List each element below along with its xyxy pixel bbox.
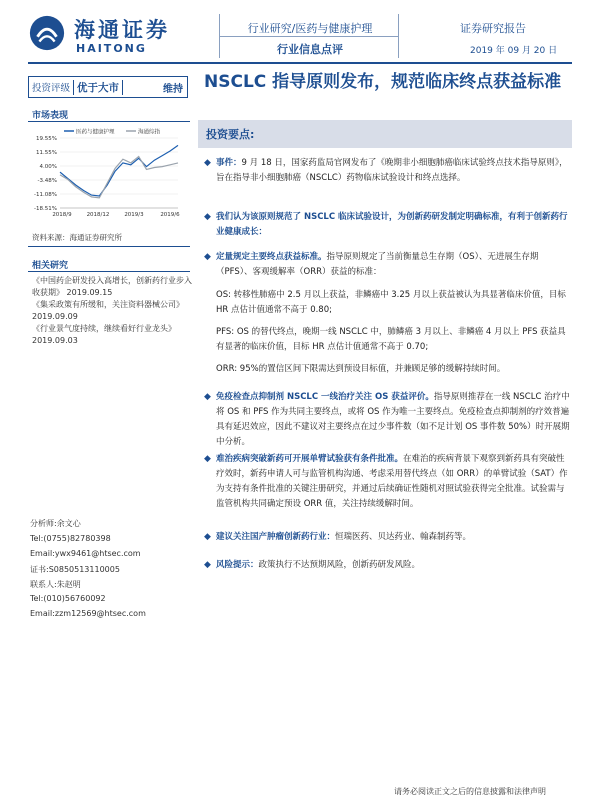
report-category: 行业研究/医药与健康护理	[247, 22, 373, 35]
section-rule	[28, 271, 190, 272]
event-head: 事件：	[216, 158, 242, 168]
related-item[interactable]	[32, 323, 192, 346]
endpoint-paragraph	[216, 250, 572, 280]
analyst-name: 分析师:余文心	[30, 519, 81, 528]
recommend-head: 建议关注国产肿瘤创新药行业：	[216, 532, 336, 542]
header-divider	[219, 36, 399, 37]
analyst-tel: Tel:(0755)82780398	[30, 534, 111, 543]
immune-body: 指导原则推荐在一线 NSCLC 治疗中将 OS 和 PFS 作为共同主要终点，或将 OS 作为唯一主要终点。免疫检查点抑制剂的疗效普遍具有延迟效应，因此不建议对主要终点在过少事件数（如不足计划 OS 事件数 50%）时开展期中分析。	[216, 392, 570, 447]
rating-status: 维持	[163, 83, 183, 95]
series-line	[60, 157, 178, 198]
related-item-title: 《中国药企研发投入高增长，创新药行业步入收获期》	[32, 276, 192, 297]
recommend-body: 恒瑞医药、贝达药业、翰森制药等。	[335, 532, 472, 542]
logo-english-text: HAITONG	[76, 42, 147, 55]
rating-label: 投资评级	[32, 83, 71, 94]
x-tick-label: 2019/6	[160, 212, 180, 218]
report-kind: 证券研究报告	[460, 22, 526, 35]
market-section-label: 市场表现	[32, 111, 69, 121]
logo-chinese-text: 海通证券	[74, 18, 170, 42]
os-paragraph: OS: 转移性肺癌中 2.5 月以上获益，非鳞癌中 3.25 月以上获益被认为具显著临床价值，目标 HR 点估计值通常不高于 0.80;	[216, 290, 566, 315]
x-tick-label: 2019/3	[124, 212, 144, 218]
analyst-cert: 证书:S0850513110005	[30, 565, 120, 574]
bullet-icon: ◆	[204, 454, 211, 464]
contact-name: 联系人:朱赵明	[30, 580, 81, 589]
section-rule	[28, 246, 190, 247]
bullet-icon: ◆	[204, 532, 211, 542]
report-date: 2019 年 09 月 20 日	[470, 46, 558, 56]
endpoint-body: 指导原则规定了当前衡量总生存期（OS）、无进展生存期（PFS）、客观缓解率（ORR）获益的标准：	[216, 252, 539, 277]
related-item-date: 2019.09.09	[32, 311, 78, 321]
bullet-icon: ◆	[204, 392, 211, 402]
single-arm-body: 在难治的疾病背景下观察到新药具有突破性疗效时，新药申请人可与监管机构沟通、考虑采用替代终点（如 ORR）的单臂试验（SAT）作为支持有条件批准的关键注册研究，并通过后续确证性随机对照试验获得完全批准。试验需与监管机构共同确定预设 ORR 值，关注持续缓解时间。	[216, 454, 568, 509]
immune-head: 免疫检查点抑制剂 NSCLC 一线治疗关注 OS 获益评价。	[216, 392, 434, 402]
related-item[interactable]	[32, 275, 192, 298]
related-item[interactable]	[32, 299, 192, 322]
bullet-icon: ◆	[204, 560, 211, 570]
endpoint-head: 定量规定主要终点获益标准。	[216, 252, 327, 262]
single-arm-paragraph	[216, 452, 572, 512]
report-title: NSCLC 指导原则发布，规范临床终点获益标准	[204, 72, 562, 92]
related-item-title: 《集采政策有所缓和，关注资料器械公司》	[32, 300, 184, 309]
report-type: 行业信息点评	[277, 43, 343, 56]
header-rule	[28, 62, 572, 64]
event-paragraph	[216, 156, 572, 186]
rating-value: 优于大市	[73, 80, 123, 95]
y-tick-label: 11.55%	[36, 150, 57, 156]
y-tick-label: -11.08%	[34, 192, 57, 198]
immune-paragraph	[216, 390, 572, 450]
x-tick-label: 2018/9	[52, 212, 72, 218]
section-rule	[28, 121, 190, 122]
y-tick-label: 19.55%	[36, 136, 57, 142]
pfs-paragraph: PFS: OS 的替代终点，晚期一线 NSCLC 中，肺鳞癌 3 月以上、非鳞癌 4 月以上 PFS 获益具有显著的临床价值，目标 HR 点估计值通常不高于 0.70;	[216, 327, 566, 352]
x-tick-label: 2018/12	[86, 212, 110, 218]
bullet-icon: ◆	[204, 212, 211, 222]
haitong-logo-icon	[28, 14, 66, 52]
y-tick-label: -3.48%	[37, 178, 57, 184]
y-tick-label: -18.51%	[34, 206, 57, 212]
orr-paragraph: ORR: 95%的置信区间下限需达到预设目标值，并兼顾足够的缓解持续时间。	[216, 364, 506, 374]
legend-label: 海通综指	[138, 129, 161, 136]
rating-box	[28, 76, 188, 98]
bullet-icon: ◆	[204, 252, 211, 262]
view-paragraph: 我们认为该原则规范了 NSCLC 临床试验设计，为创新药研发制定明确标准，有利于创新药行业健康成长：	[216, 212, 568, 237]
related-item-date: 2019.09.15	[66, 287, 113, 297]
risk-head: 风险提示：	[216, 560, 259, 570]
related-item-date: 2019.09.03	[32, 335, 78, 345]
bullet-icon: ◆	[204, 158, 211, 168]
key-points-title: 投资要点:	[206, 128, 255, 141]
legend-label: 医药与健康护理	[76, 129, 115, 136]
contact-tel: Tel:(010)56760092	[30, 594, 106, 603]
footer-disclaimer: 请务必阅读正文之后的信息披露和法律声明	[394, 787, 546, 796]
chart-source: 资料来源：海通证券研究所	[32, 233, 122, 242]
related-item-title: 《行业景气度持续，继续看好行业龙头》	[32, 324, 176, 333]
analyst-email[interactable]: Email:ywx9461@htsec.com	[30, 549, 141, 558]
contact-email[interactable]: Email:zzm12569@htsec.com	[30, 609, 146, 618]
recommend-paragraph	[216, 530, 572, 545]
single-arm-head: 难治疾病突破新药可开展单臂试验获有条件批准。	[216, 454, 404, 464]
y-tick-label: 4.00%	[39, 164, 57, 170]
risk-body: 政策执行不达预期风险，创新药研发风险。	[258, 560, 421, 570]
event-body: 9 月 18 日，国家药监局官网发布了《晚期非小细胞肺癌临床试验终点技术指导原则》，旨在指导非小细胞肺癌（NSCLC）药物临床试验设计和终点选择。	[216, 158, 568, 183]
market-performance-chart	[28, 126, 190, 226]
risk-paragraph	[216, 558, 572, 573]
related-section-label: 相关研究	[32, 261, 69, 271]
